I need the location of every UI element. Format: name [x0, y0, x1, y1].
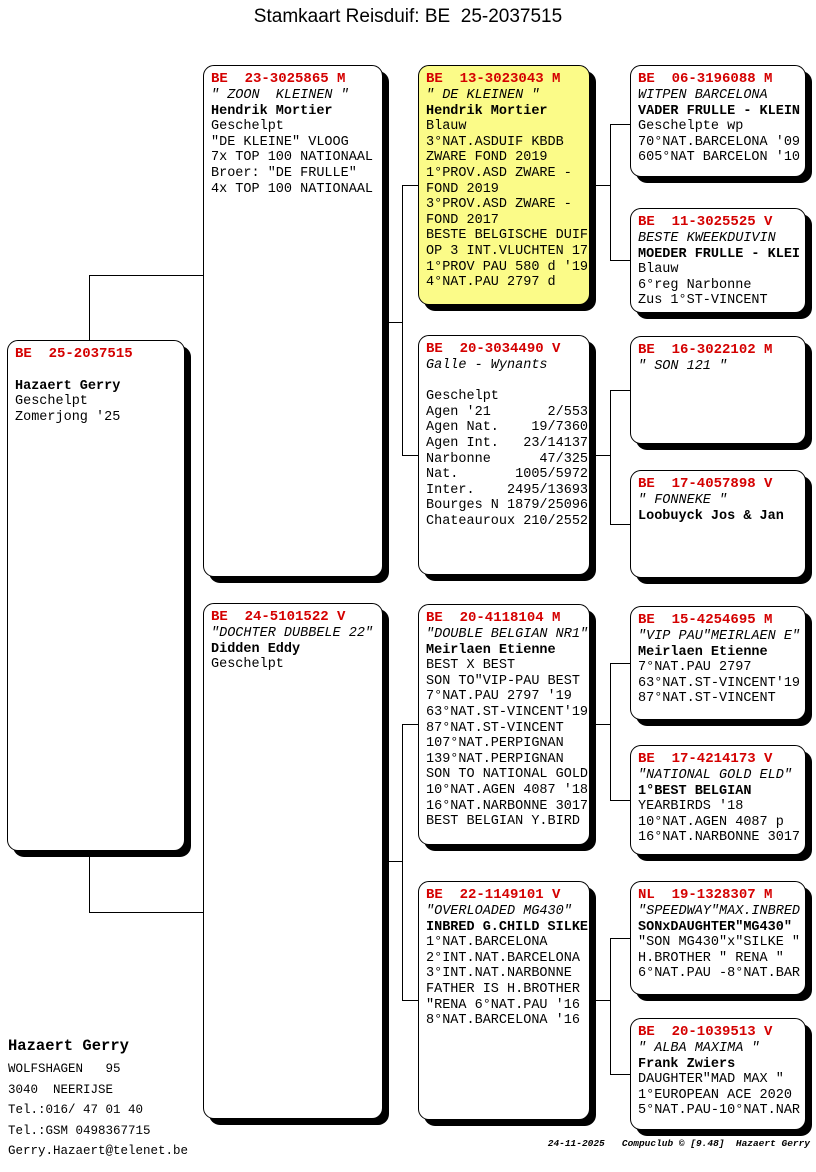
ring-number: BE 17-4057898 V	[638, 476, 773, 492]
pedigree-box-pgm	[418, 335, 590, 575]
owner-address-line: WOLFSHAGEN 95	[8, 1062, 121, 1076]
pedigree-text-line: Nat. 1005/5972	[426, 467, 589, 483]
pedigree-box-mgm_f	[630, 881, 806, 995]
pedigree-text-line: 1°BEST BELGIAN	[638, 783, 752, 799]
pedigree-text-line: Meirlaen Etienne	[426, 642, 556, 658]
pedigree-text-line: YEARBIRDS '18	[638, 799, 744, 815]
pedigree-text-line: ZWARE FOND 2019	[426, 150, 548, 166]
pedigree-text-line: 7°NAT.PAU 2797 '19	[426, 689, 572, 705]
connector-line	[610, 938, 631, 939]
pedigree-text-line: OP 3 INT.VLUCHTEN 17	[426, 243, 589, 259]
footer-credit: 24-11-2025 Compuclub © [9.48] Hazaert Gerry	[547, 1138, 810, 1149]
pedigree-text-line: 16°NAT.NARBONNE 3017	[426, 798, 589, 814]
owner-phone-line: Tel.:GSM 0498367715	[8, 1123, 151, 1138]
pedigree-text-line	[15, 363, 184, 379]
pedigree-text-line	[426, 374, 589, 390]
pedigree-text-line: Blauw	[426, 119, 467, 135]
pedigree-text-line: Geschelpt	[15, 394, 88, 410]
ring-number: BE 20-4118104 M	[426, 610, 561, 626]
pedigree-box-pgf_m	[630, 208, 806, 313]
pedigree-box-mgm_m	[630, 1018, 806, 1130]
pedigree-box-mgf_m	[630, 745, 806, 855]
ring-number: BE 24-5101522 V	[211, 609, 346, 625]
pedigree-text-line: Geschelpt	[426, 389, 499, 405]
pedigree-text-line: "RENA 6°NAT.PAU '16	[426, 997, 580, 1013]
pedigree-text-line: 4°NAT.PAU 2797 d	[426, 275, 556, 291]
pedigree-text-line: FOND 2019	[426, 181, 499, 197]
pedigree-text-line: 87°NAT.ST-VINCENT	[638, 691, 776, 707]
pedigree-text-line: 605°NAT BARCELON '10	[638, 150, 801, 166]
pedigree-text-line: "SPEEDWAY"MAX.INBRED	[638, 904, 801, 919]
pedigree-text-line: 8°NAT.BARCELONA '16	[426, 1013, 580, 1029]
pedigree-text-line: FATHER IS H.BROTHER	[426, 981, 580, 997]
connector-line	[402, 185, 403, 456]
connector-line	[402, 185, 418, 186]
ring-number: BE 16-3022102 M	[638, 342, 773, 358]
connector-line	[89, 912, 203, 913]
pedigree-text-line: 1°PROV.ASD ZWARE -	[426, 165, 572, 181]
pedigree-text-line: Bourges N 1879/25096	[426, 498, 589, 514]
ring-number: BE 15-4254695 M	[638, 612, 773, 628]
pedigree-text-line: SONxDAUGHTER"MG430"	[638, 919, 792, 935]
pedigree-text-line: 10°NAT.AGEN 4087 p	[638, 814, 784, 830]
pedigree-text-line: 3°INT.NAT.NARBONNE	[426, 966, 572, 982]
pedigree-text-line: Agen Int. 23/14137	[426, 435, 589, 451]
pedigree-text-line: Hendrik Mortier	[426, 103, 548, 119]
pedigree-box-subject	[7, 340, 185, 851]
pedigree-text-line: 1°NAT.BARCELONA	[426, 935, 548, 951]
connector-line	[402, 724, 418, 725]
connector-line	[590, 724, 610, 725]
ring-number: BE 17-4214173 V	[638, 751, 773, 767]
pedigree-text-line: "OVERLOADED MG430"	[426, 904, 572, 919]
pedigree-text-line: "DOUBLE BELGIAN NR1"	[426, 627, 589, 642]
connector-line	[402, 1000, 418, 1001]
pedigree-text-line: "NATIONAL GOLD ELD"	[638, 768, 792, 783]
pedigree-text-line: 7x TOP 100 NATIONAAL	[211, 150, 374, 166]
ring-number: BE 20-3034490 V	[426, 341, 561, 357]
owner-email: Gerry.Hazaert@telenet.be	[8, 1144, 189, 1159]
pedigree-text-line: 1°PROV PAU 580 d '19	[426, 259, 589, 275]
connector-line	[610, 663, 631, 664]
ring-number: NL 19-1328307 M	[638, 887, 773, 903]
pedigree-text-line: Hendrik Mortier	[211, 103, 333, 119]
pedigree-text-line: 87°NAT.ST-VINCENT	[426, 720, 564, 736]
connector-line	[610, 124, 611, 261]
pedigree-text-line: Didden Eddy	[211, 641, 301, 657]
pedigree-text-line: "DOCHTER DUBBELE 22"	[211, 626, 374, 641]
pedigree-text-line: BEST BELGIAN Y.BIRD	[426, 814, 580, 830]
pedigree-text-line: SON TO"VIP-PAU BEST	[426, 673, 580, 689]
pedigree-text-line: 70°NAT.BARCELONA '09	[638, 134, 801, 150]
pedigree-text-line: "DE KLEINE" VLOOG	[211, 134, 349, 150]
pedigree-text-line: " FONNEKE "	[638, 493, 728, 508]
pedigree-text-line: 10°NAT.AGEN 4087 '18	[426, 782, 589, 798]
pedigree-text-line: Zomerjong '25	[15, 409, 121, 425]
ring-number: BE 20-1039513 V	[638, 1024, 773, 1040]
connector-line	[383, 861, 402, 862]
ring-number: BE 13-3023043 M	[426, 71, 561, 87]
pedigree-text-line: Agen Nat. 19/7360	[426, 420, 589, 436]
owner-name: Hazaert Gerry	[8, 1037, 129, 1055]
pedigree-text-line: " ZOON KLEINEN "	[211, 88, 349, 103]
connector-line	[402, 455, 418, 456]
pedigree-text-line: 2°INT.NAT.BARCELONA	[426, 950, 580, 966]
pedigree-text-line: Zus 1°ST-VINCENT	[638, 293, 768, 309]
owner-info	[8, 1033, 188, 1162]
pedigree-text-line: SON TO NATIONAL GOLD	[426, 767, 589, 783]
pedigree-text-line: Hazaert Gerry	[15, 378, 121, 394]
connector-line	[610, 260, 631, 261]
connector-line	[610, 390, 611, 525]
connector-line	[610, 124, 631, 125]
pedigree-text-line: Blauw	[638, 262, 679, 278]
connector-line	[590, 455, 610, 456]
pedigree-text-line: 4x TOP 100 NATIONAAL	[211, 181, 374, 197]
pedigree-text-line: Geschelpt	[211, 119, 284, 135]
pedigree-text-line: "SON MG430"x"SILKE "	[638, 935, 801, 951]
connector-line	[610, 663, 611, 801]
page-title: Stamkaart Reisduif: BE 25-2037515	[253, 6, 563, 27]
pedigree-box-pgf_f	[630, 65, 806, 177]
pedigree-box-father	[203, 65, 383, 577]
pedigree-text-line: Inter. 2495/13693	[426, 482, 589, 498]
pedigree-text-line: 6°reg Narbonne	[638, 277, 752, 293]
ring-number: BE 11-3025525 V	[638, 214, 773, 230]
pedigree-box-mgm	[418, 881, 590, 1120]
pedigree-text-line: Narbonne 47/325	[426, 451, 589, 467]
connector-line	[610, 524, 631, 525]
pedigree-text-line: 107°NAT.PERPIGNAN	[426, 736, 564, 752]
pedigree-text-line: WITPEN BARCELONA	[638, 88, 768, 103]
connector-line	[610, 1074, 631, 1075]
pedigree-text-line: Geschelpt	[211, 657, 284, 673]
connector-line	[610, 390, 631, 391]
pedigree-box-pgf	[418, 65, 590, 305]
connector-line	[610, 938, 611, 1075]
pedigree-text-line: 6°NAT.PAU -8°NAT.BAR	[638, 966, 801, 982]
pedigree-text-line: 5°NAT.PAU-10°NAT.NAR	[638, 1103, 801, 1119]
owner-phone-line: Tel.:016/ 47 01 40	[8, 1103, 144, 1118]
pedigree-text-line: FOND 2017	[426, 212, 499, 228]
ring-number: BE 25-2037515	[15, 346, 133, 362]
pedigree-text-line: " SON 121 "	[638, 359, 728, 374]
pedigree-text-line: 3°PROV.ASD ZWARE -	[426, 197, 572, 213]
connector-line	[383, 322, 402, 323]
connector-line	[590, 185, 610, 186]
pedigree-text-line: 139°NAT.PERPIGNAN	[426, 751, 564, 767]
pedigree-text-line: Broer: "DE FRULLE"	[211, 165, 357, 181]
pedigree-box-mother	[203, 603, 383, 1119]
pedigree-text-line: BESTE BELGISCHE DUIF	[426, 228, 589, 244]
pedigree-text-line: " ALBA MAXIMA "	[638, 1041, 760, 1056]
pedigree-text-line: Chateauroux 210/2552	[426, 513, 589, 529]
pedigree-text-line: "VIP PAU"MEIRLAEN E"	[638, 629, 801, 644]
pedigree-box-mgf	[418, 604, 590, 845]
pedigree-text-line: Loobuyck Jos & Jan	[638, 508, 784, 524]
pedigree-text-line: INBRED G.CHILD SILKE	[426, 919, 589, 935]
connector-line	[590, 1000, 610, 1001]
pedigree-text-line: 63°NAT.ST-VINCENT'19	[426, 704, 589, 720]
pedigree-text-line: Meirlaen Etienne	[638, 644, 768, 660]
owner-address-line: 3040 NEERIJSE	[8, 1082, 114, 1097]
pedigree-text-line: Frank Zwiers	[638, 1056, 736, 1072]
pedigree-text-line: 7°NAT.PAU 2797	[638, 660, 752, 676]
pedigree-text-line: 16°NAT.NARBONNE 3017	[638, 830, 801, 846]
pedigree-text-line: BESTE KWEEKDUIVIN	[638, 231, 776, 246]
connector-line	[89, 275, 203, 276]
connector-line	[402, 724, 403, 1001]
pedigree-text-line: 63°NAT.ST-VINCENT'19	[638, 675, 801, 691]
pedigree-text-line: BEST X BEST	[426, 658, 516, 674]
pedigree-text-line: " DE KLEINEN "	[426, 88, 540, 103]
pedigree-text-line: Geschelpte wp	[638, 119, 744, 135]
pedigree-text-line: Galle - Wynants	[426, 358, 548, 373]
ring-number: BE 23-3025865 M	[211, 71, 346, 87]
pedigree-text-line: Agen '21 2/553	[426, 404, 589, 420]
pedigree-text-line: 3°NAT.ASDUIF KBDB	[426, 134, 564, 150]
pedigree-text-line: MOEDER FRULLE - KLEI	[638, 246, 801, 262]
pedigree-text-line: VADER FRULLE - KLEIN	[638, 103, 801, 119]
pedigree-box-pgm_m	[630, 470, 806, 578]
pedigree-box-pgm_f	[630, 336, 806, 444]
pedigree-box-mgf_f	[630, 606, 806, 720]
pedigree-text-line: DAUGHTER"MAD MAX "	[638, 1072, 784, 1088]
pedigree-text-line: H.BROTHER " RENA "	[638, 950, 784, 966]
ring-number: BE 06-3196088 M	[638, 71, 773, 87]
ring-number: BE 22-1149101 V	[426, 887, 561, 903]
pedigree-text-line: 1°EUROPEAN ACE 2020	[638, 1087, 792, 1103]
connector-line	[610, 800, 631, 801]
